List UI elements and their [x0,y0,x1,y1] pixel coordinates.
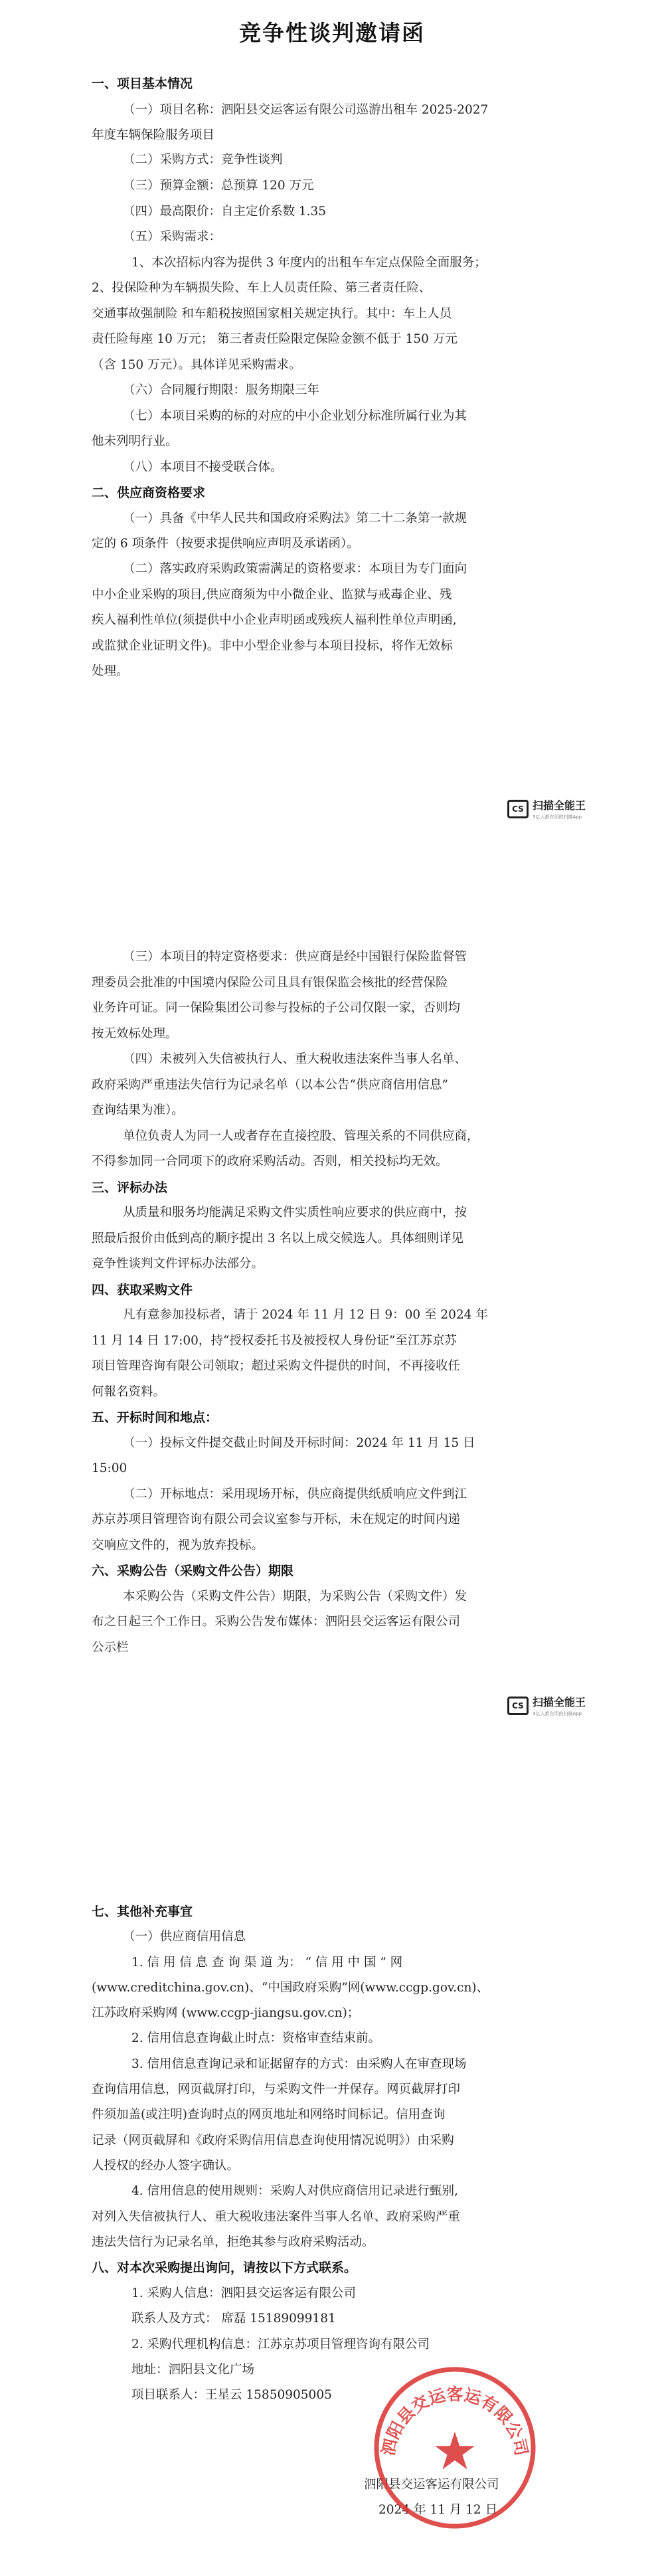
body-text-line: （一）具备《中华人民共和国政府采购法》第二十二条第一款规 [123,511,467,525]
section-heading: 七、其他补充事宜 [92,1904,193,1919]
body-text-line: 11 月 14 日 17:00，持“授权委托书及被授权人身份证”至江苏京苏 [92,1334,457,1348]
body-text-line: 2024 年 11 月 12 日 [378,2503,498,2517]
section-heading: 一、项目基本情况 [92,76,193,91]
section-heading: 五、开标时间和地点： [92,1410,218,1425]
body-text-line: 理委员会批准的中国境内保险公司且具有银保监会核批的经营保险 [92,976,448,990]
section-heading: 二、供应商资格要求 [92,486,206,500]
body-text-line: 1、本次招标内容为提供 3 年度内的出租车车定点保险全面服务； [131,256,487,270]
body-text-line: 责任险每座 10 万元； 第三者责任险限定保险金额不低于 150 万元 [92,332,457,346]
body-text-line: 或监狱企业证明文件)。非中小型企业参与本项目投标，将作无效标 [92,639,453,653]
body-text-line: （一）项目名称：泗阳县交运客运有限公司巡游出租车 2025-2027 [123,103,489,117]
body-text-line: （二）落实政府采购政策需满足的资格要求：本项目为专门面向 [123,562,467,576]
body-text-line: 2. 信用信息查询截止时点：资格审查结束前。 [131,2031,381,2045]
body-text-line: 苏京苏项目管理咨询有限公司会议室参与开标，未在规定的时间内递 [92,1513,461,1526]
section-heading: 六、采购公告（采购文件公告）期限 [92,1564,294,1578]
body-text-line: 1. 采购人信息：泗阳县交运客运有限公司 [131,2286,357,2300]
body-text-line: 件须加盖(或注明)查询时点的网页地址和网络时间标记。信用查询 [92,2108,446,2122]
body-text-line: （三）本项目的特定资格要求：供应商是经中国银行保险监督管 [123,950,467,964]
body-text-line: （六）合同履行期限：服务期限三年 [123,383,320,397]
scanner-watermark [507,797,586,820]
body-text-line: 泗阳县交运客运有限公司 [364,2478,499,2492]
scanner-watermark [507,1694,586,1717]
watermark-name: 扫描全能王 [532,1696,586,1708]
section-heading: 三、评标办法 [92,1180,168,1195]
body-text-line: 15:00 [92,1461,127,1475]
body-text-line: （五）采购需求： [123,230,222,244]
cs-logo-icon: CS [507,800,529,818]
section-heading: 八、对本次采购提出询问，请按以下方式联系。 [92,2260,357,2275]
body-text-line: 交通事故强制险 和车船税按照国家相关规定执行。其中：车上人员 [92,307,452,321]
body-text-line: 查询信用信息，网页截屏打印，与采购文件一并保存。网页截屏打印 [92,2082,461,2096]
seal-ring-text: 泗阳县交运客运有限公司 [378,2385,532,2458]
body-text-line: （四）未被列入失信被执行人、重大税收违法案件当事人名单、 [123,1052,467,1066]
body-text-line: 江苏政府采购网 (www.ccgp-jiangsu.gov.cn)； [92,2006,360,2020]
body-text-line: 按无效标处理。 [92,1027,178,1041]
body-text-line: (www.creditchina.gov.cn)、“中国政府采购”网(www.ccgp.gov.cn)、 [92,1981,489,1995]
body-text-line: 查询结果为准）。 [92,1103,184,1117]
body-text-line: 联系人及方式： 席磊 15189099181 [131,2312,336,2326]
document-title: 竞争性谈判邀请函 [239,20,425,46]
body-text-line: 项目联系人：王星云 15850905005 [131,2388,332,2402]
body-text-line: 竞争性谈判文件评标办法部分。 [92,1257,264,1271]
body-text-line: 对列入失信被执行人、重大税收违法案件当事人名单、政府采购严重 [92,2210,461,2224]
body-text-line: 地址：泗阳县文化广场 [131,2363,255,2377]
body-text-line: 政府采购严重违法失信行为记录名单（以本公告“供应商信用信息” [92,1078,448,1092]
body-text-line: 业务许可证。同一保险集团公司参与投标的子公司仅限一家，否则均 [92,1001,461,1015]
body-text-line: 3. 信用信息查询记录和证据留存的方式：由采购人在审查现场 [131,2057,467,2071]
body-text-line: 何報名资料。 [92,1385,166,1399]
body-text-line: （八）本项目不接受联合体。 [123,460,283,474]
body-text-line: 公示栏 [92,1641,129,1655]
page-gap [0,817,664,857]
watermark-tagline: 3亿人都在用的扫描App [532,814,582,820]
body-text-line: 本采购公告（采购文件公告）期限，为采购公告（采购文件）发 [123,1590,467,1604]
body-text-line: （一）投标文件提交截止时间及开标时间：2024 年 11 月 15 日 [123,1436,475,1450]
body-text-line: 违法失信行为记录名单，拒绝其参与政府采购活动。 [92,2235,374,2249]
body-text-line: 疾人福利性单位(须提供中小企业声明函或残疾人福利性单位声明函, [92,613,457,627]
body-text-line: 交响应文件的，视为放弃投标。 [92,1538,264,1552]
body-text-line: 项目管理咨询有限公司领取；超过采购文件提供的时间，不再接收任 [92,1359,461,1373]
body-text-line: 他未列明行业。 [92,434,178,448]
body-text-line: 1. 信 用 信 息 查 询 渠 道 为： “ 信 用 中 国 ” 网 [131,1956,403,1970]
body-text-line: （一）供应商信用信息 [123,1930,246,1944]
body-text-line: 记录（网页截屏和《政府采购信用信息查询使用情况说明》）由采购 [92,2134,454,2148]
body-text-line: （二）开标地点：采用现场开标，供应商提供纸质响应文件到江 [123,1487,467,1501]
company-seal-icon [369,2361,541,2534]
watermark-tagline: 3亿人都在用的扫描App [532,1711,582,1716]
body-text-line: （二）采购方式：竞争性谈判 [123,153,283,167]
body-text-line: 定的 6 项条件（按要求提供响应声明及承诺函）。 [92,537,359,551]
body-text-line: （含 150 万元）。具体详见采购需求。 [92,358,301,372]
body-text-line: 照最后报价由低到高的顺序提出 3 名以上成交候选人。具体细则详见 [92,1232,464,1245]
body-text-line: （七）本项目采购的标的对应的中小企业划分标准所属行业为其 [123,409,467,423]
body-text-line: 人授权的经办人签字确认。 [92,2159,240,2173]
body-text-line: （四）最高限价：自主定价系数 1.35 [123,205,327,219]
page-gap [0,1714,664,1754]
cs-logo-icon: CS [507,1697,529,1715]
body-text-line: （三）预算金额：总预算 120 万元 [123,179,314,193]
body-text-line: 2. 采购代理机构信息：江苏京苏项目管理咨询有限公司 [131,2338,430,2351]
watermark-name: 扫描全能王 [532,799,586,812]
body-text-line: 中小企业采购的项目,供应商须为中小微企业、监狱与戒毒企业、残 [92,588,452,602]
body-text-line: 布之日起三个工作日。采购公告发布媒体：泗阳县交运客运有限公司 [92,1615,461,1629]
body-text-line: 2、投保险种为车辆损失险、车上人员责任险、第三者责任险、 [92,281,432,295]
body-text-line: 凡有意参加投标者，请于 2024 年 11 月 12 日 9：00 至 2024 年 [123,1308,488,1322]
body-text-line: 4. 信用信息的使用规则：采购人对供应商信用记录进行甄别, [131,2184,458,2198]
body-text-line: 年度车辆保险服务项目 [92,128,215,142]
seal-star: ★ [432,2422,478,2482]
body-text-line: 单位负责人为同一人或者存在直接控股、管理关系的不同供应商， [123,1129,479,1143]
section-heading: 四、获取采购文件 [92,1283,193,1297]
body-text-line: 不得参加同一合同项下的政府采购活动。否则，相关投标均无效。 [92,1154,448,1168]
body-text-line: 从质量和服务均能满足采购文件实质性响应要求的供应商中，按 [123,1206,467,1220]
body-text-line: 处理。 [92,664,129,678]
